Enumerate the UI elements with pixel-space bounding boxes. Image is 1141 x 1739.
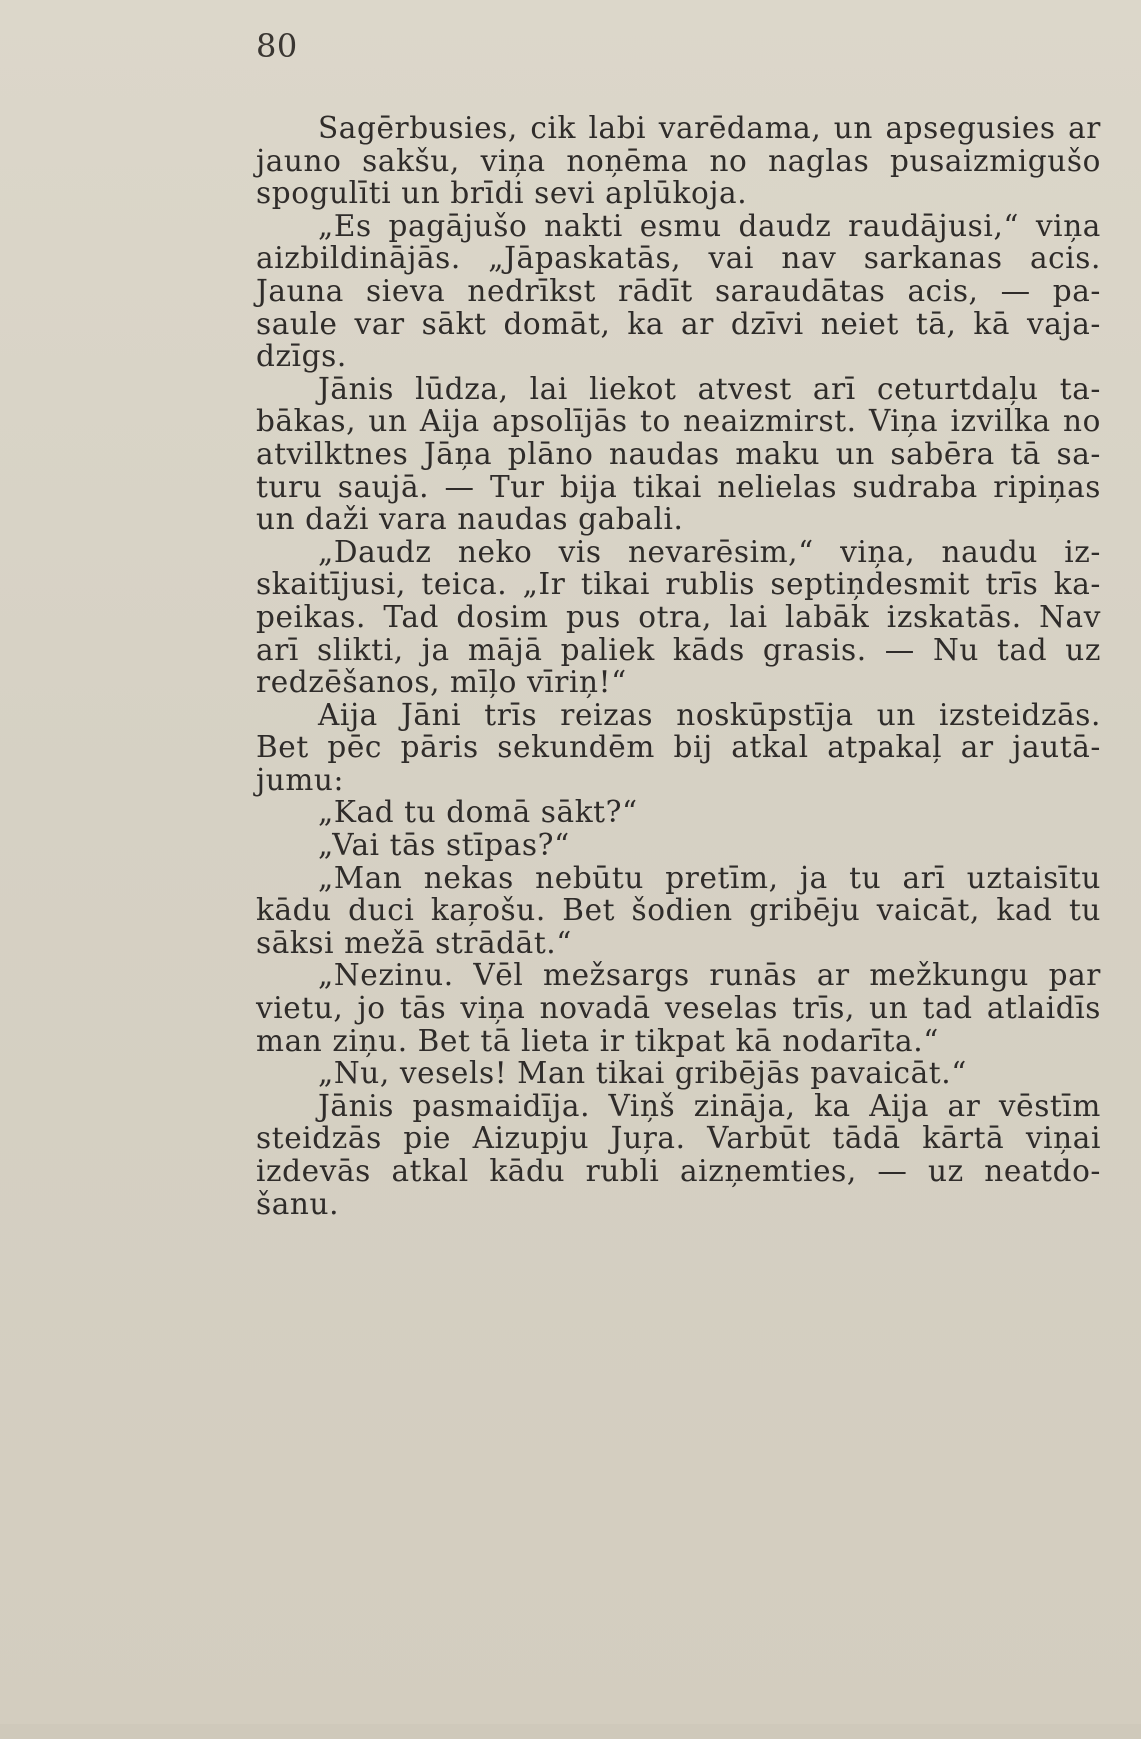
text-line: spogulīti un brīdi sevi aplūkoja. <box>256 176 748 211</box>
text-line: Sagērbusies, cik labi varēdama, un apsegusies ar <box>318 111 1101 145</box>
text-line: aizbildinājās. „Jāpaskatās, vai nav sarkanas acis. <box>256 241 1101 276</box>
text-line: arī slikti, ja mājā paliek kāds grasis. — Nu tad uz <box>256 632 1101 667</box>
text-line: steidzās pie Aizupju Juŗa. Varbūt tādā kārtā viņai <box>256 1121 1101 1156</box>
text-line: Jānis lūdza, lai liekot atvest arī ceturtdaļu ta- <box>318 371 1101 406</box>
text-line: Jānis pasmaidīja. Viņš zināja, ka Aija ar vēstīm <box>318 1088 1101 1123</box>
text-line: turu saujā. — Tur bija tikai nelielas sudraba ripiņas <box>256 469 1101 504</box>
text-line: „Nu, vesels! Man tikai gribējās pavaicāt.“ <box>318 1056 967 1091</box>
text-line: „Kad tu domā sākt?“ <box>318 795 638 830</box>
text-line: kādu duci kaŗošu. Bet šodien gribēju vaicāt, kad tu <box>256 893 1101 928</box>
text-line: redzēšanos, mīļo vīriņ!“ <box>256 665 627 700</box>
text-line: jumu: <box>256 762 345 797</box>
text-line: Jauna sieva nedrīkst rādīt saraudātas acis, — pa- <box>256 273 1101 308</box>
text-line: „Daudz neko vis nevarēsim,“ viņa, naudu iz- <box>318 534 1101 569</box>
text-line: izdevās atkal kādu rubli aizņemties, — uz neatdo- <box>256 1154 1101 1188</box>
text-line: dzīgs. <box>256 339 347 374</box>
page-bottom-edge <box>0 1724 1141 1739</box>
text-line: vietu, jo tās viņa novadā veselas trīs, un tad atlaidīs <box>256 991 1101 1026</box>
text-line: Aija Jāni trīs reizas noskūpstīja un izsteidzās. <box>318 697 1101 732</box>
text-line: „Es pagājušo nakti esmu daudz raudājusi,“ viņa <box>318 208 1101 243</box>
text-line: Bet pēc pāris sekundēm bij atkal atpakaļ ar jautā- <box>256 730 1101 765</box>
text-line: saule var sākt domāt, ka ar dzīvi neiet tā, kā vaja- <box>256 306 1101 341</box>
page-number: 80 <box>256 27 298 65</box>
text-line: jauno sakšu, viņa noņēma no naglas pusaizmigušo <box>256 143 1101 178</box>
text-line: „Nezinu. Vēl mežsargs runās ar mežkungu par <box>318 958 1101 993</box>
text-line: „Man nekas nebūtu pretīm, ja tu arī uztaisītu <box>318 860 1101 895</box>
body-text <box>256 112 1101 1220</box>
text-line: skaitījusi, teica. „Ir tikai rublis septiņdesmit trīs ka- <box>256 567 1101 602</box>
text-line: atvilktnes Jāņa plāno naudas maku un sabēra tā sa- <box>256 436 1101 471</box>
text-line: un daži vara naudas gabali. <box>256 502 684 537</box>
text-line: peikas. Tad dosim pus otra, lai labāk izskatās. Nav <box>256 599 1101 634</box>
text-line: šanu. <box>256 1186 340 1221</box>
text-line: sāksi mežā strādāt.“ <box>256 925 572 960</box>
text-line: man ziņu. Bet tā lieta ir tikpat kā nodarīta.“ <box>256 1023 939 1058</box>
text-line: „Vai tās stīpas?“ <box>318 828 570 863</box>
text-line: bākas, un Aija apsolījās to neaizmirst. Viņa izvilka no <box>256 404 1101 439</box>
